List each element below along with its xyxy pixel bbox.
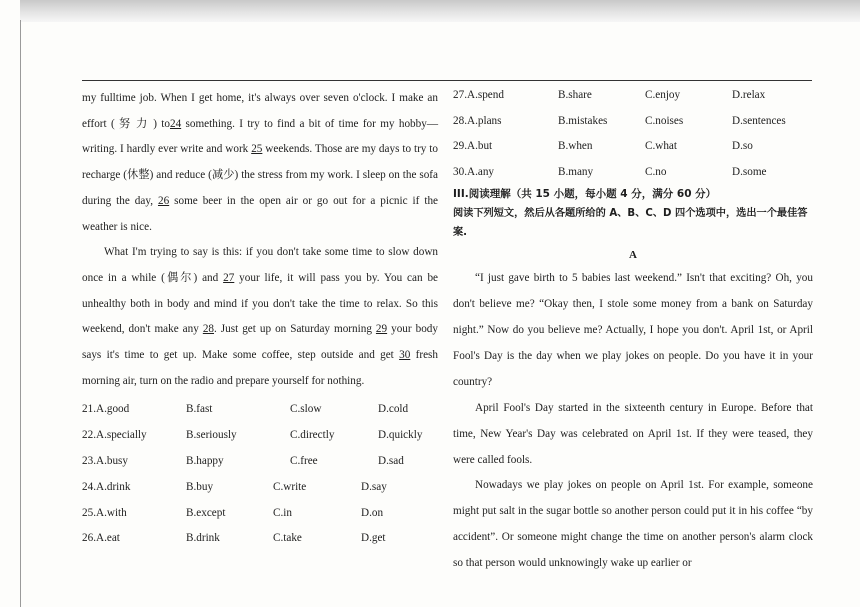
option-row — [453, 159, 813, 185]
option-a: 26.A.eat — [82, 532, 120, 545]
option-d: D.some — [732, 166, 767, 179]
option-d: D.so — [732, 140, 753, 153]
option-d: D.say — [361, 480, 387, 493]
option-row — [82, 422, 438, 448]
blank-number: 28 — [202, 323, 215, 336]
option-d: D.relax — [732, 88, 766, 101]
passage-title: A — [629, 249, 637, 262]
option-b: B.fast — [186, 403, 213, 416]
reading-paragraph: April Fool's Day started in the sixteenth century in Europe. Before that time, New Year's Day was celebrated on April 1st. If they were teased, they were called fools. — [453, 401, 813, 466]
option-a: 25.A.with — [82, 506, 127, 519]
passage-text: something. I try to find a bit of time for my hobby—writing. I hardly ever write and work — [82, 117, 439, 156]
option-b: B.seriously — [186, 429, 237, 442]
scan-top-edge — [20, 0, 860, 22]
page-left-edge — [20, 20, 21, 607]
passage-text: . Just get up on Saturday morning — [214, 323, 376, 336]
cloze-options-21-26 — [82, 396, 438, 551]
cloze-paragraph — [82, 240, 438, 394]
cloze-passage — [82, 86, 438, 394]
option-d: D.cold — [378, 403, 409, 416]
blank-number: 24 — [169, 117, 182, 130]
option-row — [82, 396, 438, 422]
option-row — [82, 474, 438, 500]
reading-passage — [453, 266, 813, 577]
option-b: B.except — [186, 506, 226, 519]
blank-number: 25 — [251, 143, 263, 156]
option-c: C.enjoy — [645, 88, 681, 101]
option-a: 22.A.specially — [82, 429, 147, 442]
cloze-paragraph — [82, 86, 438, 240]
blank-number: 26 — [157, 194, 170, 207]
option-c: C.noises — [645, 114, 684, 127]
option-b: B.buy — [186, 480, 214, 493]
option-c: C.in — [273, 506, 292, 519]
passage-text: fresh morning air, turn on the radio and prepare yourself for nothing. — [82, 349, 438, 387]
option-a: 21.A.good — [82, 403, 130, 416]
option-c: C.slow — [290, 403, 322, 416]
option-c: C.what — [645, 140, 678, 153]
option-row — [453, 82, 813, 108]
section-heading: III.阅读理解（共 15 小题，每小题 4 分，满分 60 分） — [453, 188, 717, 201]
header-rule — [82, 80, 812, 81]
option-d: D.sentences — [732, 114, 786, 127]
option-row — [82, 448, 438, 474]
passage-text: What I'm trying to say is this: if you don't take some time to slow down once in a while (偶尔) and — [82, 246, 438, 284]
option-b: B.many — [558, 166, 594, 179]
option-c: C.no — [645, 166, 667, 179]
option-a: 28.A.plans — [453, 114, 502, 127]
option-d: D.on — [361, 506, 384, 519]
option-d: D.get — [361, 532, 386, 545]
reading-paragraph: “I just gave birth to 5 babies last weekend.” Isn't that exciting? Oh, you don't believe me? “Okay then, I stole some money from a bank on Saturday night.” Now do you believe me? Actually, I hope you don't. April 1st, or April Fool's Day is the day when we play jokes on people. Do you have it in your country? — [453, 272, 813, 388]
passage-text: weekends. Those are my days to try to recharge (休整) and reduce (减少) the stress from my work. I sleep on the sofa during the day, — [82, 143, 438, 207]
option-a: 30.A.any — [453, 166, 495, 179]
passage-text: my fulltime job. When I get home, it's always over seven o'clock. I make an effort ( 努 力 ) to — [82, 92, 438, 130]
option-b: B.drink — [186, 532, 220, 545]
option-b: B.share — [558, 88, 592, 101]
option-d: D.sad — [378, 454, 404, 467]
option-c: C.write — [273, 480, 307, 493]
blank-number: 30 — [399, 349, 411, 362]
option-b: B.when — [558, 140, 593, 153]
option-a: 24.A.drink — [82, 480, 131, 493]
reading-paragraph: Nowadays we play jokes on people on April 1st. For example, someone might put salt in the sugar bottle so another person could put it in his coffee “by accident”. Or someone might change the time on another person's alarm clock so that person would unknowingly wake up earlier or — [453, 479, 813, 570]
right-column — [453, 86, 813, 577]
blank-number: 29 — [375, 323, 388, 336]
option-b: B.mistakes — [558, 114, 608, 127]
option-row — [453, 134, 813, 160]
blank-number: 27 — [223, 271, 235, 284]
section-instruction: 阅读下列短文，然后从各题所给的 A、B、C、D 四个选项中，选出一个最佳答案. — [453, 208, 808, 239]
option-a: 23.A.busy — [82, 454, 128, 467]
cloze-options-27-30 — [453, 82, 813, 185]
option-d: D.quickly — [378, 429, 423, 442]
passage-text: some beer in the open air or go out for a picnic if the weather is nice. — [82, 194, 438, 233]
left-column — [82, 86, 438, 551]
passage-text: your life, it will pass you by. You can be unhealthy both in body and mind if you don't take the time to relax. So this weekend, don't make any — [82, 271, 438, 336]
option-c: C.directly — [290, 429, 335, 442]
option-b: B.happy — [186, 454, 224, 467]
option-row — [82, 500, 438, 526]
option-c: C.take — [273, 532, 302, 545]
option-a: 29.A.but — [453, 140, 493, 153]
option-c: C.free — [290, 454, 318, 467]
option-row — [82, 525, 438, 551]
option-row — [453, 108, 813, 134]
option-a: 27.A.spend — [453, 88, 504, 101]
passage-text: your body says it's time to get up. Make some coffee, step outside and get — [82, 323, 438, 362]
